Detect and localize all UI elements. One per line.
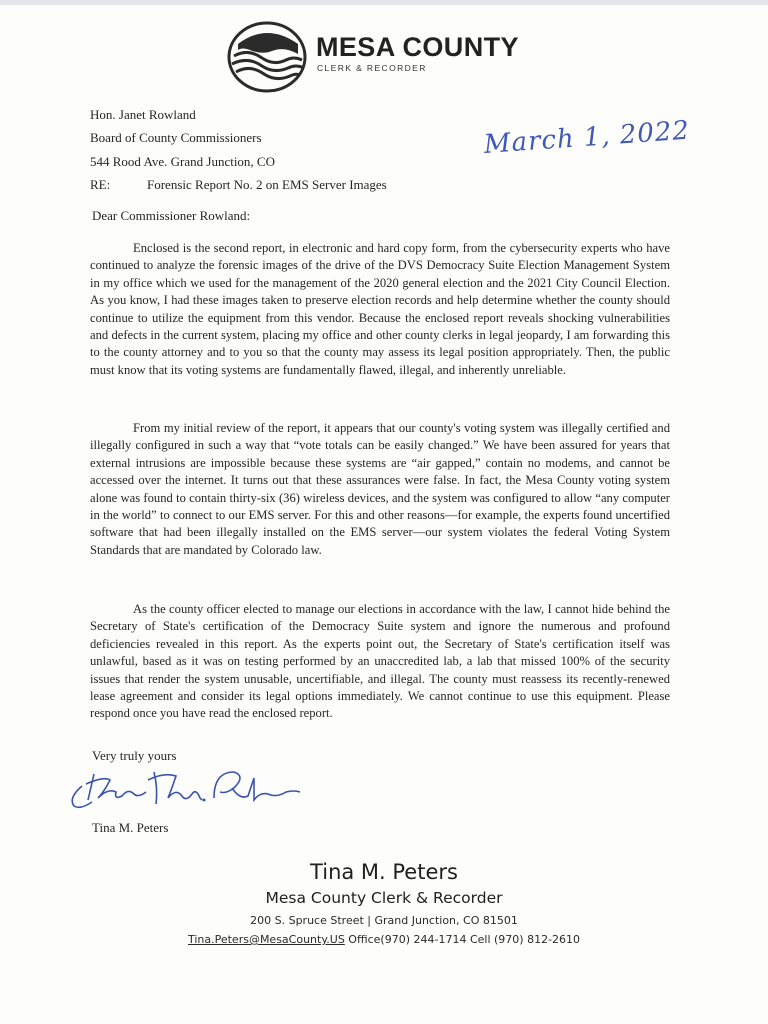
footer-address: 200 S. Spruce Street | Grand Junction, CO 81501 xyxy=(250,914,518,927)
org-subtitle: CLERK & RECORDER xyxy=(317,63,427,73)
signed-name: Tina M. Peters xyxy=(92,820,169,835)
email-link[interactable]: Tina.Peters@MesaCounty.US xyxy=(187,933,345,946)
footer-contact xyxy=(0,933,768,946)
recipient-office: Board of County Commissioners xyxy=(90,130,262,145)
recipient-name: Hon. Janet Rowland xyxy=(90,107,196,122)
subject-line: Forensic Report No. 2 on EMS Server Images xyxy=(147,177,387,192)
org-name: MESA COUNTY xyxy=(316,32,519,62)
footer-title: Mesa County Clerk & Recorder xyxy=(265,889,503,907)
salutation: Dear Commissioner Rowland: xyxy=(92,208,251,223)
body-paragraph-3: As the county officer elected to manage our elections in accordance with the law, I cannot hide behind the Secretary of State's certification of the Democracy Suite system and ignore the numerous and profound deficiencies revealed in this report. As the experts point out, the Secretary of State's certification itself was unlawful, based as it was on testing performed by an unaccredited lab, a lab that missed 100% of the security issues that render the system unusable, uncertifiable, and illegal. The county must reassess its recently-renewed lease agreement and consider its legal options immediately. We cannot continue to use this equipment. Please respond once you have read the enclosed report. xyxy=(90,602,670,721)
footer-phones: Office(970) 244-1714 Cell (970) 812-2610 xyxy=(344,933,581,946)
recipient-address: 544 Rood Ave. Grand Junction, CO xyxy=(90,154,275,169)
mesa-county-logo-icon xyxy=(226,20,308,94)
re-label: RE: xyxy=(90,177,111,192)
signature-icon xyxy=(64,758,304,818)
body-paragraph-1: Enclosed is the second report, in electronic and hard copy form, from the cybersecurity experts who have continued to analyze the forensic images of the drive of the DVS Democracy Suite Election Management System in my office which we used for the management of the 2020 general election and the 2021 City Council Election. As you know, I had these images taken to preserve election records and help determine whether the county should continue to utilize the equipment from this vendor. Because the enclosed report reveals shocking vulnerabilities and defects in the current system, placing my office and other county clerks in legal jeopardy, I am forwarding this to the county attorney and to you so that the county may assess its legal position appropriately. Then, the public must know that its voting systems are fundamentally flawed, illegal, and inherently unreliable. xyxy=(90,241,670,377)
body-paragraph-2: From my initial review of the report, it appears that our county's voting system was illegally certified and illegally configured in such a way that “vote totals can be easily changed.” We have been assured for years that external intrusions are impossible because these systems are “air gapped,” contain no modems, and cannot be accessed over the internet. It turns out that these assurances were false. In fact, the Mesa County voting system alone was found to contain thirty-six (36) wireless devices, and the system was configured to allow “any computer in the world” to connect to our EMS server. For this and other reasons—for example, the experts found uncertified software that had been illegally installed on the EMS server—our system violates the federal Voting System Standards that are mandated by Colorado law. xyxy=(90,421,670,557)
footer-name: Tina M. Peters xyxy=(310,860,458,884)
top-edge xyxy=(0,0,768,5)
closing: Very truly yours xyxy=(92,748,177,763)
handwritten-date: March 1, 2022 xyxy=(482,115,691,160)
